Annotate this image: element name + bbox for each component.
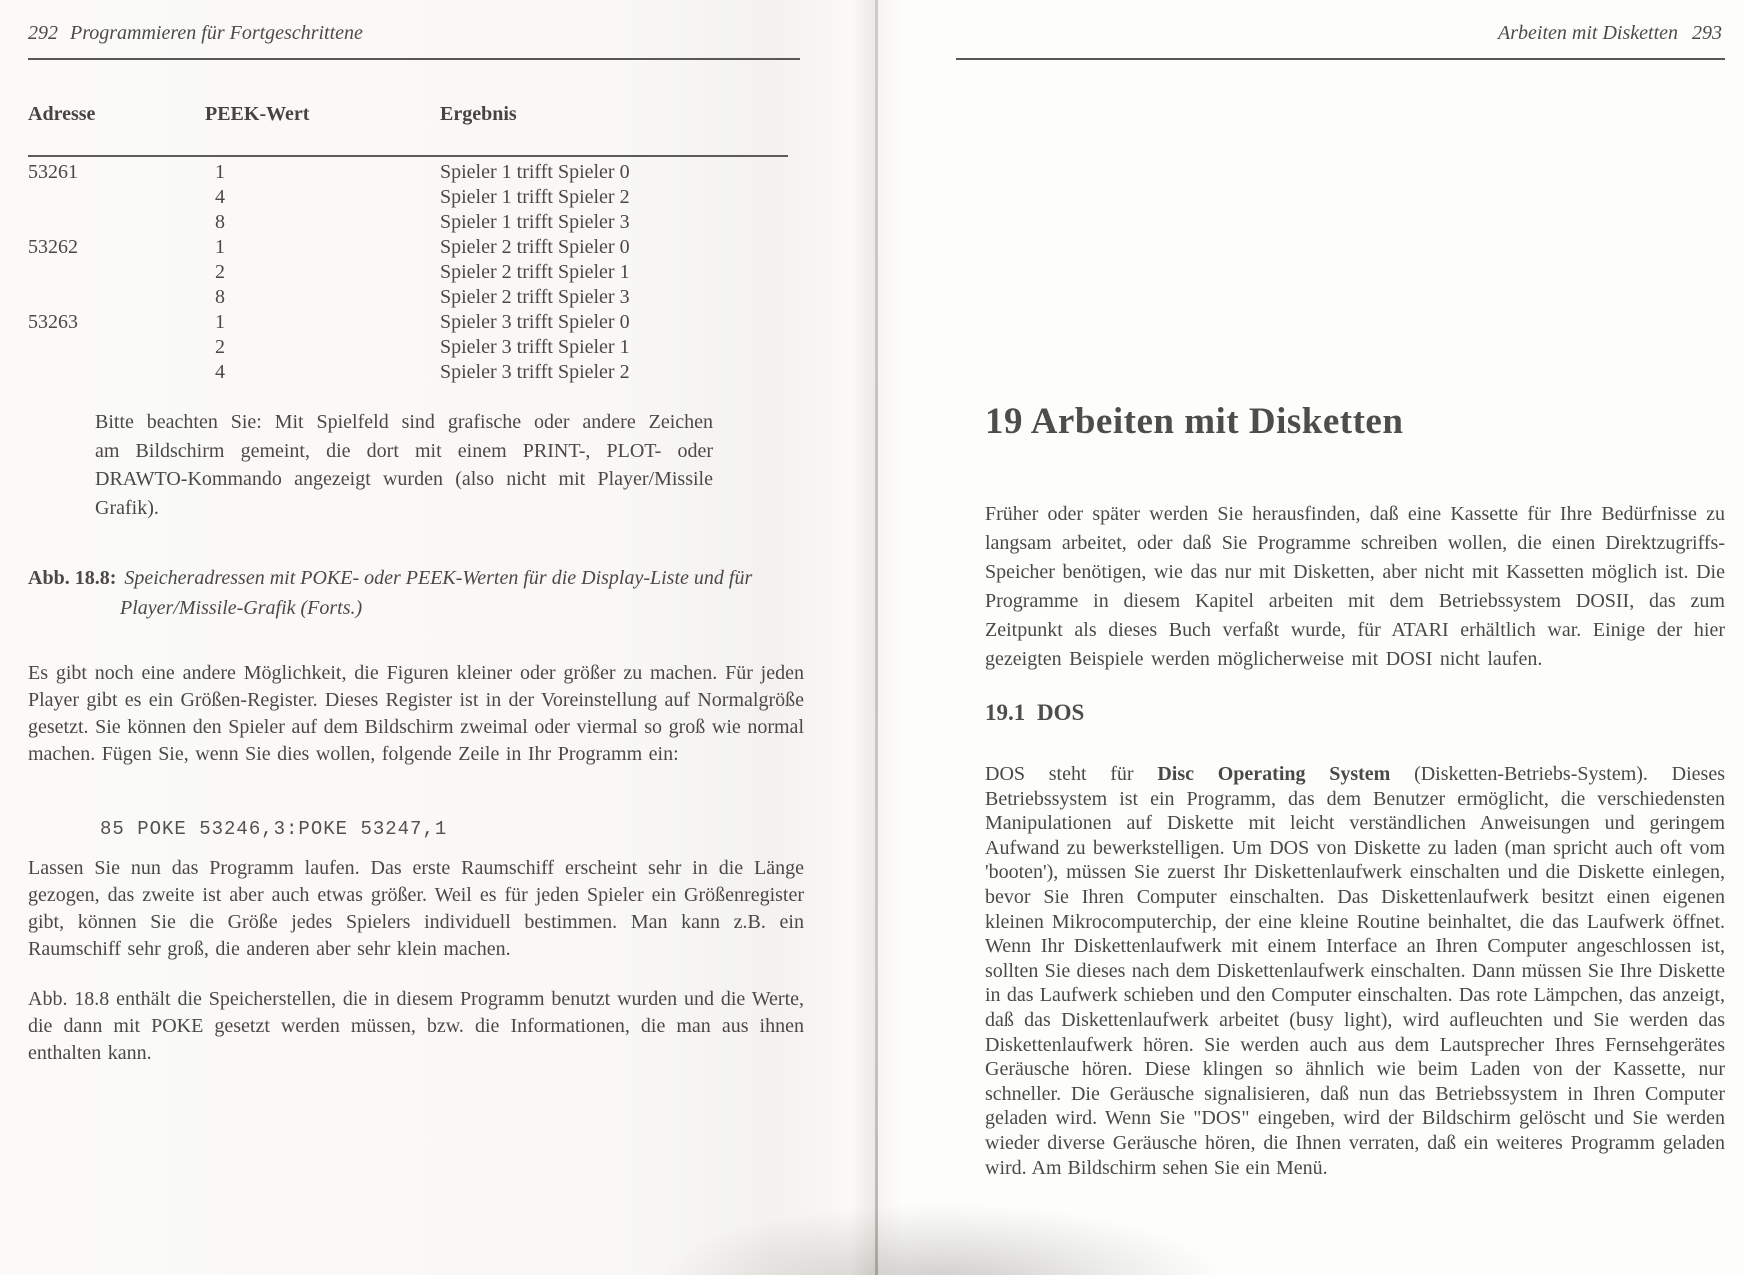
peek-table-header [28, 95, 790, 155]
peek-table-rule [28, 155, 788, 157]
cell-peek-wert: 8 [215, 211, 225, 233]
cell-ergebnis: Spieler 1 trifft Spieler 2 [440, 186, 630, 208]
cell-adresse: 53261 [28, 161, 78, 183]
cell-peek-wert: 1 [215, 236, 225, 258]
cell-peek-wert: 4 [215, 186, 225, 208]
table-row [28, 336, 790, 361]
figure-caption-text: Speicheradressen mit POKE- oder PEEK-Werten für die Display-Liste und für Player/Missile-Grafik (Forts.) [120, 567, 753, 619]
cell-peek-wert: 1 [215, 161, 225, 183]
right-header-rule [956, 58, 1725, 60]
table-row [28, 236, 790, 261]
column-header-peek-wert: PEEK-Wert [205, 103, 310, 125]
right-running-header [1498, 22, 1722, 45]
column-header-adresse: Adresse [28, 103, 96, 125]
table-row [28, 186, 790, 211]
cell-ergebnis: Spieler 3 trifft Spieler 2 [440, 361, 630, 383]
cell-ergebnis: Spieler 2 trifft Spieler 0 [440, 236, 630, 258]
basic-code-line: 85 POKE 53246,3:POKE 53247,1 [100, 818, 448, 840]
table-row [28, 286, 790, 311]
cell-peek-wert: 8 [215, 286, 225, 308]
right-running-title: Arbeiten mit Disketten [1498, 22, 1678, 44]
cell-ergebnis: Spieler 1 trifft Spieler 0 [440, 161, 630, 183]
table-row [28, 211, 790, 236]
table-row [28, 361, 790, 386]
figure-caption-label: Abb. 18.8: [28, 567, 117, 589]
cell-ergebnis: Spieler 2 trifft Spieler 1 [440, 261, 630, 283]
table-row [28, 311, 790, 336]
left-header-rule [28, 58, 800, 60]
left-page-number: 292 [28, 22, 58, 44]
dos-paragraph-post: (Disketten-Betriebs-System). Dieses Betriebssystem ist ein Programm, das dem Benutzer ermöglicht, die verschiedensten Manipulationen auf Diskette mit leicht verständlichen Anweisungen und geringem Aufwand zu bewerkstelligen. Um DOS von Diskette zu laden (man spricht auch oft vom 'booten'), müssen Sie zuerst Ihr Diskettenlaufwerk einschalten und die Diskette einlegen, bevor Sie Ihren Computer einschalten. Das Diskettenlaufwerk besitzt einen eigenen kleinen Mikrocomputerchip, der eine kleine Routine beinhaltet, die das Laufwerk öffnet. Wenn Ihr Diskettenlaufwerk mit einem Interface an Ihren Computer angeschlossen ist, sollten Sie dieses nach dem Diskettenlaufwerk einschalten. Dann müssen Sie Ihre Diskette in das Laufwerk schieben und den Computer einschalten. Das rote Lämpchen, das anzeigt, daß das Diskettenlaufwerk arbeitet (busy light), wird aufleuchten und Sie werden das Diskettenlaufwerk hören. Sie werden auch aus dem Lautsprecher Ihres Fernsehgerätes Geräusche hören. Diese klingen so ähnlich wie beim Laden von der Kassette, nur schneller. Die Geräusche signalisieren, daß nun das Betriebssystem in Ihren Computer geladen wird. Wenn Sie "DOS" eingeben, wird der Bildschirm gelöscht und Sie werden wieder diverse Geräusche hören, die Ihnen verraten, daß ein weiteres Programm geladen wird. Am Bildschirm sehen Sie ein Menü. [985, 763, 1725, 1179]
cell-peek-wert: 4 [215, 361, 225, 383]
right-page-number: 293 [1692, 22, 1722, 44]
cell-ergebnis: Spieler 3 trifft Spieler 1 [440, 336, 630, 358]
cell-adresse: 53262 [28, 236, 78, 258]
peek-table-body [28, 161, 790, 386]
right-page [878, 0, 1745, 1275]
column-header-ergebnis: Ergebnis [440, 103, 517, 125]
chapter-heading: 19 Arbeiten mit Disketten [985, 401, 1404, 442]
table-row [28, 161, 790, 186]
cell-peek-wert: 1 [215, 311, 225, 333]
dos-paragraph [985, 762, 1725, 1180]
cell-peek-wert: 2 [215, 261, 225, 283]
dos-paragraph-bold-term: Disc Operating System [1157, 763, 1391, 785]
cell-ergebnis: Spieler 1 trifft Spieler 3 [440, 211, 630, 233]
peek-table [28, 95, 790, 383]
left-running-header [28, 22, 363, 45]
note-paragraph: Bitte beachten Sie: Mit Spielfeld sind grafische oder andere Zeichen am Bildschirm gemeint, die dort mit einem PRINT-, PLOT- oder DRAWTO-Kommando angezeigt wurden (also nicht mit Player/Missile Grafik). [95, 411, 713, 519]
cell-ergebnis: Spieler 2 trifft Spieler 3 [440, 286, 630, 308]
chapter-intro-paragraph: Früher oder später werden Sie herausfinden, daß eine Kassette für Ihre Bedürfnisse zu langsam arbeitet, oder daß Sie Programme schreiben wollen, die einen Direktzugriffs-Speicher benötigen, wie das nur mit Disketten, aber nicht mit Kassetten möglich ist. Die Programme in diesem Kapitel arbeiten mit dem Betriebssystem DOSII, das zum Zeitpunkt als dieses Buch verfaßt wurde, für ATARI erhältlich war. Einige der hier gezeigten Beispiele werden möglicherweise mit DOSI nicht laufen. [985, 503, 1725, 670]
section-heading-dos: 19.1 DOS [985, 700, 1085, 725]
cell-ergebnis: Spieler 3 trifft Spieler 0 [440, 311, 630, 333]
figure-caption [28, 563, 820, 623]
cell-adresse: 53263 [28, 311, 78, 333]
dos-paragraph-pre: DOS steht für [985, 763, 1158, 785]
cell-peek-wert: 2 [215, 336, 225, 358]
left-running-title: Programmieren für Fortgeschrittene [70, 22, 363, 44]
table-row [28, 261, 790, 286]
paragraph-size-register: Es gibt noch eine andere Möglichkeit, die Figuren kleiner oder größer zu machen. Für jeden Player gibt es ein Größen-Register. Dieses Register ist in der Voreinstellung auf Normalgröße gesetzt. Sie können den Spieler auf dem Bildschirm zweimal oder viermal so groß wie normal machen. Fügen Sie, wenn Sie dies wollen, folgende Zeile in Ihr Programm ein: [28, 662, 804, 765]
paragraph-abb-reference: Abb. 18.8 enthält die Speicherstellen, die in diesem Programm benutzt wurden und die Werte, die dann mit POKE gesetzt werden müssen, bzw. die Informationen, die man aus ihnen enthalten kann. [28, 988, 804, 1064]
paragraph-run-program: Lassen Sie nun das Programm laufen. Das erste Raumschiff erscheint sehr in die Länge gezogen, das zweite ist aber auch etwas größer. Weil es für jeden Spieler ein Größenregister gibt, können Sie die Größe jedes Spielers individuell bestimmen. Man kann z.B. ein Raumschiff sehr groß, die anderen aber sehr klein machen. [28, 857, 804, 960]
